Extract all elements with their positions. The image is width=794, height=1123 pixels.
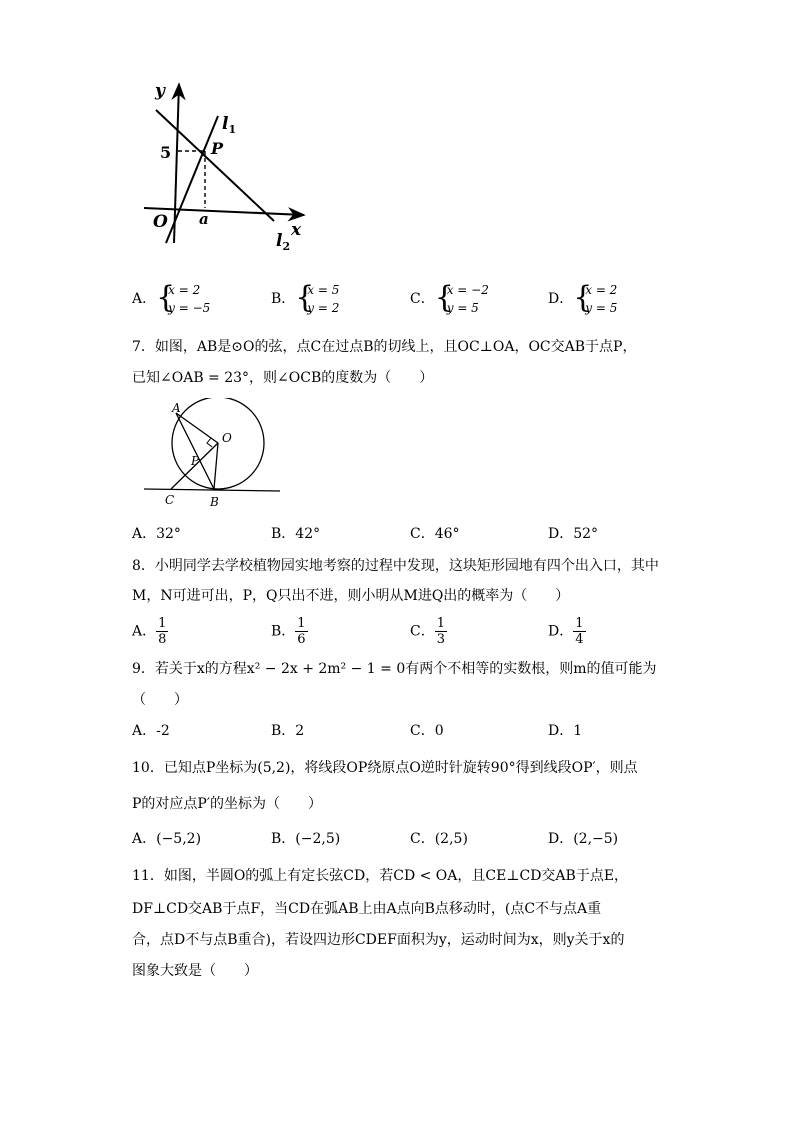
q9-option-a: A．-2 — [132, 723, 170, 739]
q10-line2: P的对应点P′的坐标为（ ） — [132, 796, 323, 812]
q10-option-a: A．(−5,2) — [132, 831, 202, 847]
q8-option-b: B． $\frac{1}{6}$ — [271, 616, 306, 647]
q10-option-c: C．(2,5) — [410, 831, 468, 847]
x-axis-label: x — [291, 220, 302, 240]
q6-option-c: C． { x = −2 y = 5 — [410, 280, 489, 315]
q7-figure — [140, 398, 285, 513]
q7-line2: 已知∠OAB = 23°，则∠OCB的度数为（ ） — [132, 370, 434, 386]
a-label: a — [199, 210, 209, 228]
q11-line4: 图象大致是（ ） — [132, 963, 258, 979]
q6-option-d: D． { x = 2 y = 5 — [548, 280, 618, 315]
q9-line2: （ ） — [132, 692, 188, 708]
q11-line3: 合，点D不与点B重合)，若设四边形CDEF面积为y，运动时间为x，则y关于x的 — [132, 932, 625, 948]
q9-option-b: B．2 — [271, 723, 305, 739]
q10-line1: 10．已知点P坐标为(5,2)，将线段OP绕原点O逆时针旋转90°得到线段OP′，则点 — [132, 760, 638, 776]
q8-option-c: C． $\frac{1}{3}$ — [410, 616, 445, 647]
line-l2 — [156, 110, 274, 221]
line-l1 — [166, 116, 218, 243]
q8-option-a: A． $\frac{1}{8}$ — [132, 616, 167, 647]
label-a: A — [172, 401, 181, 415]
right-angle-mark — [207, 438, 212, 447]
label-p: P — [191, 454, 200, 468]
x-axis — [144, 208, 304, 215]
q6-option-a: A． { x = 2 y = −5 — [132, 280, 211, 315]
y-axis-label: y — [155, 81, 165, 101]
segment-ob — [214, 443, 218, 489]
tangent-line — [144, 489, 280, 491]
q8-option-d: D． $\frac{1}{4}$ — [548, 616, 584, 647]
q6-figure — [138, 78, 318, 258]
five-label: 5 — [160, 143, 172, 162]
l1-label: $l_1$ — [222, 114, 237, 136]
q7-option-a: A．32° — [132, 526, 181, 542]
origin-label: O — [153, 212, 168, 232]
q11-line2: DF⊥CD交AB于点F，当CD在弧AB上由A点向B点移动时，(点C不与点A重 — [132, 901, 602, 917]
q7-option-b: B．42° — [271, 526, 321, 542]
q7-option-c: C．46° — [410, 526, 460, 542]
label-o: O — [222, 431, 232, 445]
q10-option-d: D．(2,−5) — [548, 831, 619, 847]
segment-ao — [176, 413, 218, 443]
q9-option-c: C．0 — [410, 723, 444, 739]
label-c: C — [165, 493, 175, 507]
l2-label: $l_2$ — [276, 231, 291, 253]
q9-line1: 9．若关于x的方程x² − 2x + 2m² − 1 = 0有两个不相等的实数根，则m的值可能为 — [132, 661, 657, 677]
label-b: B — [210, 495, 219, 509]
q8-line2: M，N可进可出，P，Q只出不进，则小明从M进Q出的概率为（ ） — [132, 588, 570, 604]
q7-line1: 7．如图，AB是⊙O的弦，点C在过点B的切线上，且OC⊥OA，OC交AB于点P， — [132, 339, 637, 355]
q6-option-b: B． { x = 5 y = 2 — [271, 280, 340, 315]
segment-ab — [176, 413, 214, 489]
p-label: P — [211, 139, 224, 158]
q10-option-b: B．(−2,5) — [271, 831, 341, 847]
q8-line1: 8．小明同学去学校植物园实地考察的过程中发现，这块矩形园地有四个出入口，其中 — [132, 558, 659, 574]
q9-option-d: D．1 — [548, 723, 583, 739]
q11-line1: 11．如图，半圆O的弧上有定长弦CD，若CD < OA，且CE⊥CD交AB于点E， — [132, 868, 629, 884]
q7-option-d: D．52° — [548, 526, 599, 542]
